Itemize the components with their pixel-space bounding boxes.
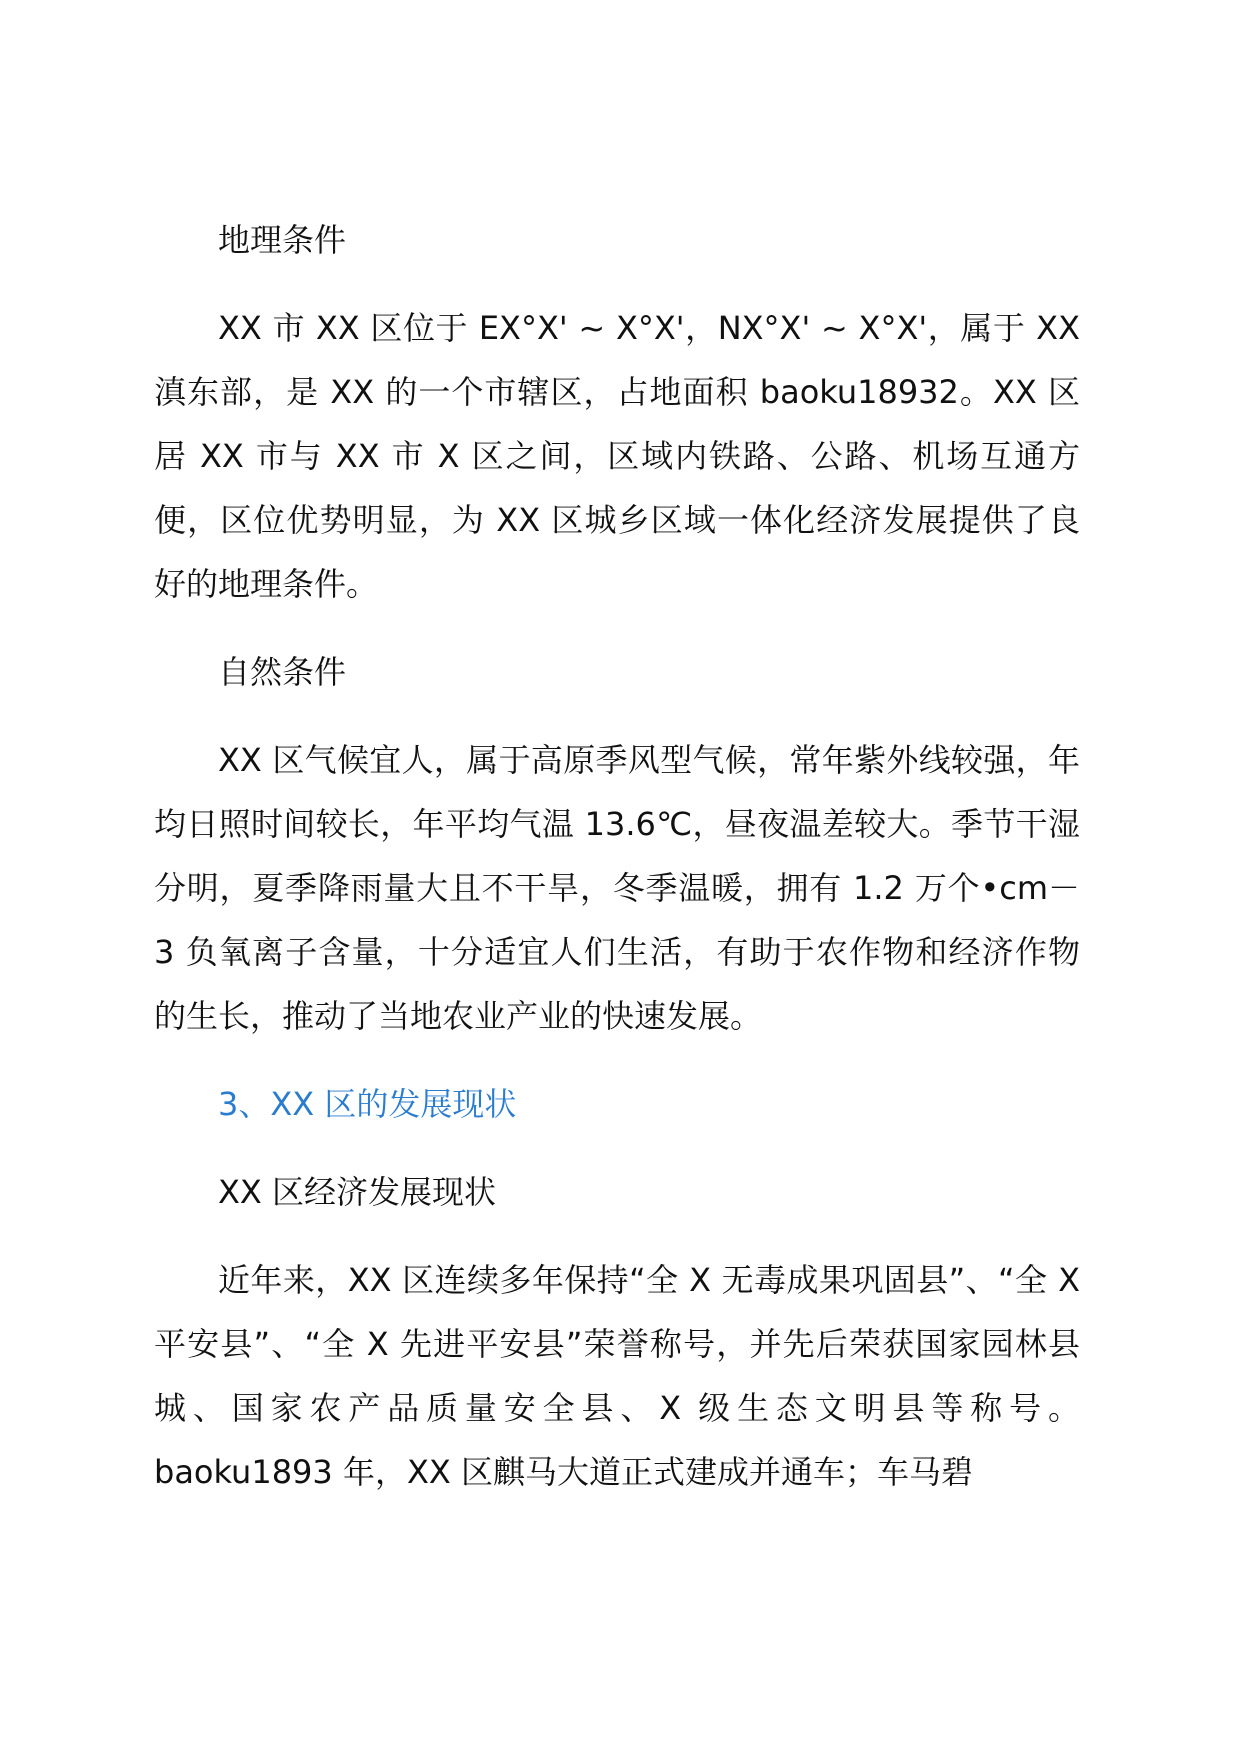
sub-heading-nature: 自然条件 (218, 653, 347, 691)
paragraph-nature: XX 区气候宜人，属于高原季风型气候，常年紫外线较强，年均日照时间较长，年平均气温 13.6℃，昼夜温差较大。季节干湿分明，夏季降雨量大且不干旱，冬季温暖，拥有 1.2 万个•cm－3 负氧离子含量，十分适宜人们生活，有助于农作物和经济作物的生长，推动了当地农业产业的快速发展。 (154, 741, 1080, 1035)
sub-heading-economy: XX 区经济发展现状 (218, 1173, 497, 1211)
document-body (154, 208, 1080, 1528)
paragraph-economy: 近年来，XX 区连续多年保持“全 X 无毒成果巩固县”、“全 X 平安县”、“全 X 先进平安县”荣誉称号，并先后荣获国家园林县城、国家农产品质量安全县、X 级生态文明县等称号。baoku1893 年，XX 区麒马大道正式建成并通车；车马碧 (154, 1261, 1080, 1491)
sub-heading-geography: 地理条件 (218, 221, 347, 259)
section-heading: 3、XX 区的发展现状 (218, 1085, 517, 1123)
paragraph-geography: XX 市 XX 区位于 EX°X' ~ X°X'，NX°X' ~ X°X'，属于 XX 滇东部，是 XX 的一个市辖区，占地面积 baoku18932。XX 区居 XX 市与 XX 市 X 区之间，区域内铁路、公路、机场互通方便，区位优势明显，为 XX 区城乡区域一体化经济发展提供了良好的地理条件。 (154, 309, 1080, 603)
